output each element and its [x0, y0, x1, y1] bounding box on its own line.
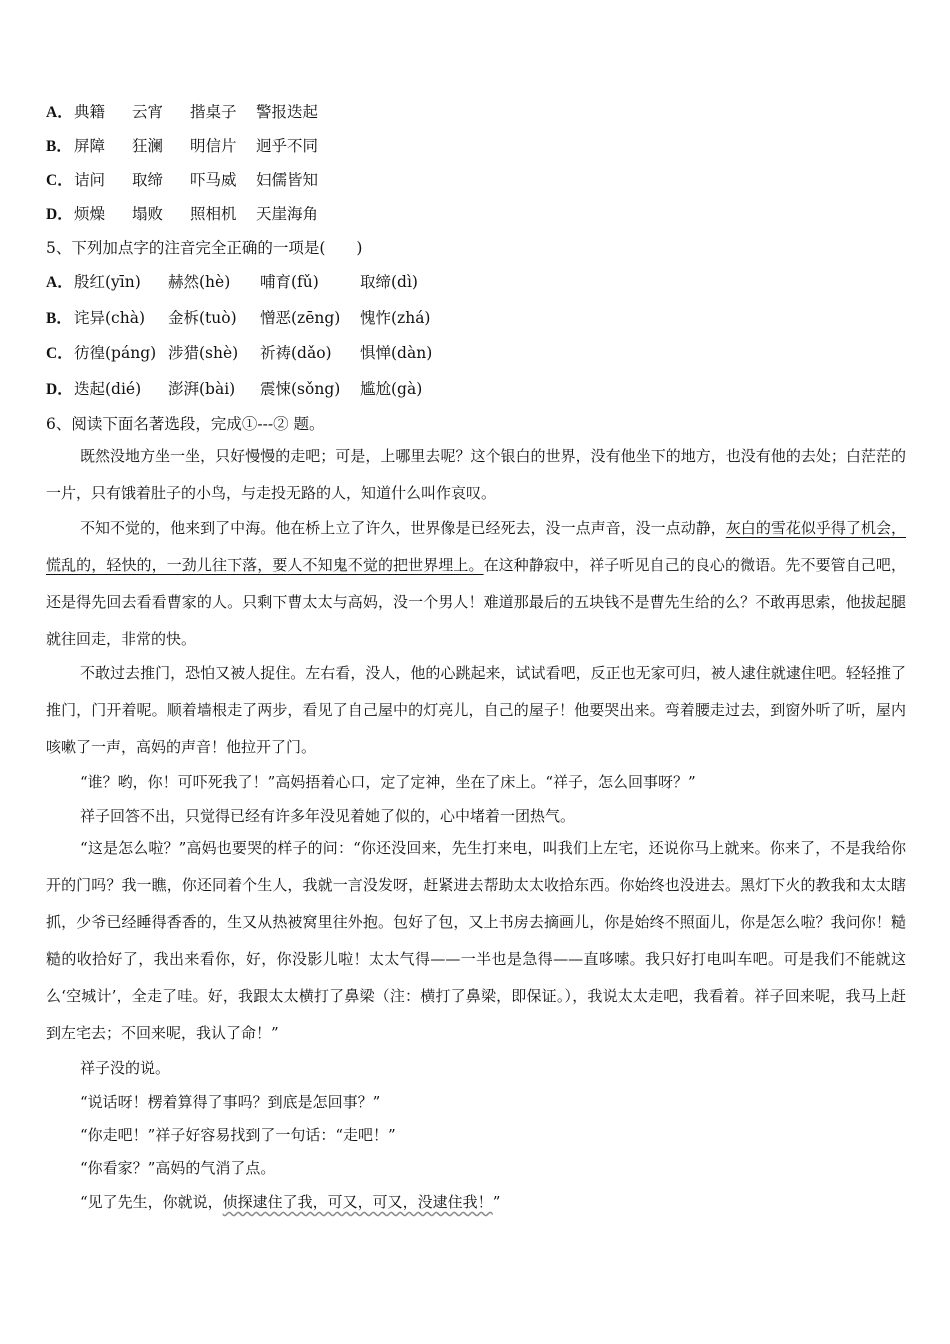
word: 照相机: [190, 205, 237, 223]
text-segment: ”: [492, 1193, 501, 1211]
word: 哺育(fǔ): [260, 273, 319, 291]
word: 震悚(sǒng): [260, 380, 341, 398]
option-label: A．: [46, 104, 73, 121]
word: 尴尬(gà): [360, 380, 423, 398]
word: 诘问: [74, 171, 106, 189]
passage-paragraph-8: “说话呀！楞着算得了事吗？到底是怎回事？”: [80, 1093, 381, 1111]
word: 云宵: [132, 103, 164, 121]
word: 狂澜: [132, 137, 164, 155]
word: 金柝(tuò): [168, 309, 237, 327]
passage-paragraph-6: “这是怎么啦？”高妈也要哭的样子的问：“你还没回来，先生打来电，叫我们上左宅，还说你马上就来。你来了，不是我给你开的门吗？我一瞧，你还同着个生人，我就一言没发呀，赶紧进去帮助太太收拾东西。你始终也没进去。黑灯下火的教我和太太瞎抓，少爷已经睡得香香的，生又从热被窝里往外抱。包好了包，又上书房去摘画儿，你是始终不照面儿，你是怎么啦？我问你！糙糙的收拾好了，我出来看你，好，你没影儿啦！太太气得——一半也是急得——直哆嗦。我只好打电叫车吧。可是我们不能就这么‘空城计’，全走了哇。好，我跟太太横打了鼻梁（注：横打了鼻梁，即保证。），我说太太走吧，我看着。祥子回来呢，我马上赶到左宅去；不回来呢，我认了命！”: [46, 839, 906, 1042]
option-label: B．: [46, 138, 72, 155]
word: 吓马威: [190, 171, 237, 189]
passage-paragraph-11: [80, 1192, 500, 1212]
word: 妇儒皆知: [256, 171, 319, 189]
text-segment: “见了先生，你就说，: [80, 1193, 223, 1211]
word: 殷红(yīn): [74, 273, 141, 291]
word: 澎湃(bài): [168, 380, 236, 398]
option-label: B．: [46, 310, 72, 327]
text-segment: 不知不觉的，他来到了中海。他在桥上立了许久，世界像是已经死去，没一点声音，没一点动静，: [80, 519, 726, 537]
word: 烦燥: [74, 205, 106, 223]
text-segment: 在这种静寂中，祥子听见自己的良心的微语。先不要管自己吧，还是得先回去看看曹家的人。只剩下曹太太与高妈，没一个男人！难道那最后的五块钱不是曹先生给的么？不敢再思索，他拔起腿就往回走，非常的快。: [46, 556, 906, 648]
passage-paragraph-7: 祥子没的说。: [80, 1059, 171, 1077]
passage-paragraph-1: 既然没地方坐一坐，只好慢慢的走吧；可是，上哪里去呢？这个银白的世界，没有他坐下的地方，也没有他的去处；白茫茫的一片，只有饿着肚子的小鸟，与走投无路的人，知道什么叫作哀叹。: [46, 447, 906, 502]
q5-option-c: [46, 343, 450, 364]
word: 诧异(chà): [74, 309, 145, 327]
word: 屏障: [74, 137, 106, 155]
word: 赫然(hè): [168, 273, 231, 291]
word: 典籍: [74, 103, 106, 121]
q4-option-a: [46, 102, 336, 123]
wavy-underlined-sentence: 侦探逮住了我，可又，可又，没逮住我！: [222, 1193, 493, 1211]
passage-paragraph-10: “你看家？”高妈的气消了点。: [80, 1159, 276, 1177]
underlined-sentence: 灰白的雪花似乎得了机会，慌乱的，轻快的，一劲儿往下落，要人不知鬼不觉的把世界埋上。: [46, 519, 906, 574]
q5-option-d: [46, 379, 440, 400]
word: 祈祷(dǎo): [260, 344, 332, 362]
word: 涉猎(shè): [168, 344, 239, 362]
q4-option-b: [46, 136, 336, 157]
word: 迥乎不同: [256, 137, 319, 155]
q5-stem: 5、下列加点字的注音完全正确的一项是( ): [46, 239, 363, 257]
word: 愧怍(zhá): [360, 309, 431, 327]
word: 天崖海角: [256, 205, 319, 223]
word: 揩桌子: [190, 103, 237, 121]
q5-option-b: [46, 308, 448, 329]
q6-stem: 6、阅读下面名著选段，完成①---② 题。: [46, 415, 325, 433]
word: 明信片: [190, 137, 237, 155]
word: 取缔: [132, 171, 164, 189]
word: 塌败: [132, 205, 164, 223]
q5-option-a: [46, 272, 436, 293]
word: 惧惮(dàn): [360, 344, 433, 362]
option-label: C．: [46, 172, 73, 189]
option-label: C．: [46, 345, 73, 362]
word: 取缔(dì): [360, 273, 418, 291]
option-label: D．: [46, 206, 73, 223]
q4-option-c: [46, 170, 336, 191]
option-label: A．: [46, 274, 73, 291]
option-label: D．: [46, 381, 73, 398]
passage-paragraph-9: “你走吧！”祥子好容易找到了一句话：“走吧！”: [80, 1126, 396, 1144]
word: 彷徨(páng): [74, 344, 157, 362]
passage-paragraph-5: 祥子回答不出，只觉得已经有许多年没见着她了似的，心中堵着一团热气。: [80, 807, 576, 825]
passage-paragraph-4: “谁？哟，你！可吓死我了！”高妈捂着心口，定了定神，坐在了床上。“祥子，怎么回事呀？”: [80, 773, 696, 791]
word: 迭起(dié): [74, 380, 142, 398]
word: 警报迭起: [256, 103, 319, 121]
q4-option-d: [46, 204, 336, 225]
word: 憎恶(zēng): [260, 309, 341, 327]
passage-paragraph-3: 不敢过去推门，恐怕又被人捉住。左右看，没人，他的心跳起来，试试看吧，反正也无家可归，被人逮住就逮住吧。轻轻推了推门，门开着呢。顺着墙根走了两步，看见了自己屋中的灯亮儿，自己的屋子！他要哭出来。弯着腰走过去，到窗外听了听，屋内咳嗽了一声，高妈的声音！他拉开了门。: [46, 664, 906, 756]
passage-paragraph-2: [46, 510, 906, 658]
